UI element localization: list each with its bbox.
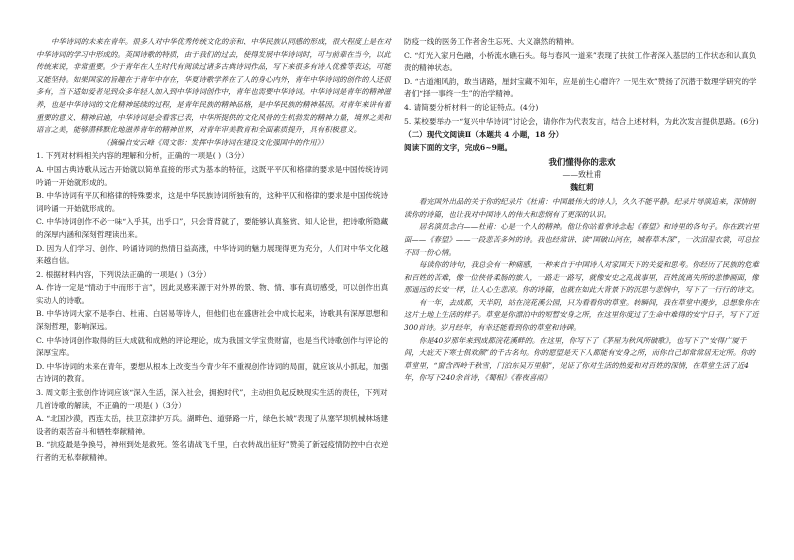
question-1-stem: 1. 下列对材料相关内容的理解和分析，正确的一项是( )（3分） [36,151,249,161]
q1-option-b: B. 中华诗词有平仄和格律的特殊要求，这是中华民族诗词所独有的，这种平仄和格律的要求是中国传统诗词吟诵一开始就形成的。 [36,191,389,213]
essay-subtitle: ——致杜甫 [562,169,602,179]
q1-option-a: A. 中国古典诗歌从远古开始就以简单直接的形式为基本的特征，这既平平仄和格律的要求是中国传统诗词吟诵一开始就形成的。 [36,164,389,187]
question-2-stem: 2. 根据材料内容，下列说法正确的一项是( )（3分） [36,269,211,279]
passage-text: 中华诗词的未来在青年。很多人对中华优秀传统文化的亲和、中华民族认同感的形成，很大程度上是在对中华诗词的学习中形成的。英国诗歌的特质，由于我们的过去，使得发展中华诗词时，可与前辈在当今，以此传统来说，非常重要。少于青年在人生时代有阅读过诸多古典诗词作品，写下来很多有诗人优雅等表达，可能又能坚持。如果国家的旨趣在于青年中存在，华夏诗歌学养在了人的身心内外，青年中华诗词的创作的人还很多有，当下适如爱者见到众多年轻人加入到中华诗词创作中，青年也需要中华诗词。中华诗词是青年的精神滋养，也是中华诗词的文化精神延续的过程，是青年民族的精神品格，是中华民族的精神基因。对青年来讲有着重要的意义、精神启迪，中华诗词是会看客已表，中华所提供的文化风骨的生机勃发的精神力量，境界之美和语言之美，能够潜移默化地滋养青年的精神世界，对青年审美教育和全面素质提升，具有积极意义。 [36,37,391,135]
essay-paragraph: 居名演员念白——杜甫：心是一个人的精神。他让你站着拿诗念起《春望》和诗里的各句子。你在跌宕里面——《春望》——一段悲苦多舛的诗。我也经常讲、读“国破山河在，城春草木深”，一次泪湿衣裳，可总拉不回一份心情。 [404,222,759,257]
reading-instruction: 阅读下面的文字，完成6~9题。 [404,142,513,152]
question-5: 5. 某校要举办一“复兴中华诗词”讨论会，请你作为代表发言，结合上述材料，为此次发言提供思路。(6分) [404,116,759,126]
q3-option-d: D. “古道湘风韵，敢当诸路，厘封宝藏不知年，应是前生心磨许？一见生欢”赞扬了沉潜于数理学研究的学者们“择一事终一生”的治学精神。 [404,76,757,99]
q2-option-b: B. 中华诗词大家不是李白、杜甫、白居易等诗人，但他们也在盛唐社会中成长起来，诗歌具有深厚思想和深刻哲理，影响深远。 [36,309,389,332]
q3-option-a: A. “北国沙漠，西连太岳，扶卫京津护万兵。湖畔色、道驿路一片，绿色长城”表现了从塞罕坝机械林场建设者的艰苦奋斗和牺牲奉献精神。 [36,414,389,436]
q2-option-d: D. 中华诗词的未来在青年，要想从根本上改变当今青少年不重视创作诗词的局面，就应该从小抓起，加强古诗词的教育。 [36,361,389,384]
q1-option-c: C. 中华诗词创作不必一味“入乎其，出乎口”，只会背背就了，要能够认真鉴赏、知人论世，把诗歌所隐藏的深厚内涵和深刻哲理读出来。 [36,217,389,239]
essay-paragraph: 你是40岁那年来到成都浣花溪畔的。在这里，你写下了《茅屋为秋风所破歌》，也写下了“安得广厦千间，大庇天下寒士俱欢颜”的千古名句。你的愿望是天下人都能有安身之所，而你自己却常常居无定所。你的草堂里，“窗含西岭千秋雪，门泊东吴万里船”，见证了你对生活的热爱和对百姓的深情，在草堂生活了近4年，你写下240余首诗，《蜀相》《春夜喜雨》 [404,335,756,383]
essay-author: 魏红莉 [570,182,594,192]
left-column [36,36,394,465]
q3-option-b: B. “抗疫最是争换号，神州到处是救死。签名请战飞千里，白衣转战出征好”赞美了新冠疫情防控中白衣逆行者的无私奉献精神。 [36,440,389,462]
q1-option-d: D. 因为人们学习、创作、吟诵诗词的热情日益高涨，中华诗词的魅力展现得更为充分，人们对中华文化越来越自信。 [36,243,389,266]
essay-paragraph: 有一年，去成都，天半阴，站在浣花溪公园，只为看看你的草堂。转瞬间，我在草堂中漫步，总想象你在这片土地上生活的样子。草堂是你漂泊中的短暂安身之所，在这里你度过了生命中难得的安宁日子，写下了近300首诗。岁月经年，有幸还能看到你的草堂和诗碑。 [404,297,759,333]
essay-paragraph: 看完国外出品的关于你的纪录片《杜甫：中国最伟大的诗人》，久久不能平静。纪录片导演追来，深情朗读你的诗篇，也让我对中国诗人的伟大和悲悯有了更深的认识。 [404,197,756,219]
essay-title: 我们懂得你的悲欢 [548,157,616,168]
question-3-stem: 3. 周文彰主张创作诗词应该“深入生活，深入社会，拥抱时代”，主动担负起反映现实生活的责任，下列对几首诗歌的解读，不正确的一项是( )（3分） [36,388,388,410]
q3-option-c: C. “灯光入家月色融，小桥流水礁石头。每与春风一道来”表现了扶贫工作者深入基层的工作状态和认真负责的精神状态。 [404,50,757,73]
q2-option-a: A. 作诗一定是“情动于中而形于言”，因此灵感来源于对外界的景、物、情、事有真切感受，可以创作出真实动人的诗歌。 [36,283,389,305]
right-column [404,36,760,385]
passage-source: （摘编自安云峰《周文彰：发挥中华诗词在建设文化强国中的作用》） [102,137,328,147]
essay-paragraph: 每读你的诗句，我总会有一种痛感，一种来自于中国诗人对家国天下的关爱和思考。你经历了民族的危难和百姓的苦难，像一位侠骨柔肠的旅人，一路走一路写，就像安史之乱战事里，百姓流离失所的悲惨画面，像那遥远的长安一样，让人心生悲凉。你的诗篇，也就在如此大背景下的沉思与悲悯中，写下了一行行的诗文。 [404,260,759,295]
question-4: 4. 请简要分析材料一的论证特点。(4分) [404,102,539,112]
section-heading: （二）现代文阅读Ⅱ（本题共 4 小题，18 分） [404,130,564,140]
q3-option-b-continued: 防疫一线的医务工作者舍生忘死、大义凛然的精神。 [404,37,579,46]
q2-option-c: C. 中华诗词创作取得的巨大成就和成熟的评论理论，成为我国文学宝贵财富，也是当代诗歌创作与评论的深厚宝库。 [36,335,389,358]
